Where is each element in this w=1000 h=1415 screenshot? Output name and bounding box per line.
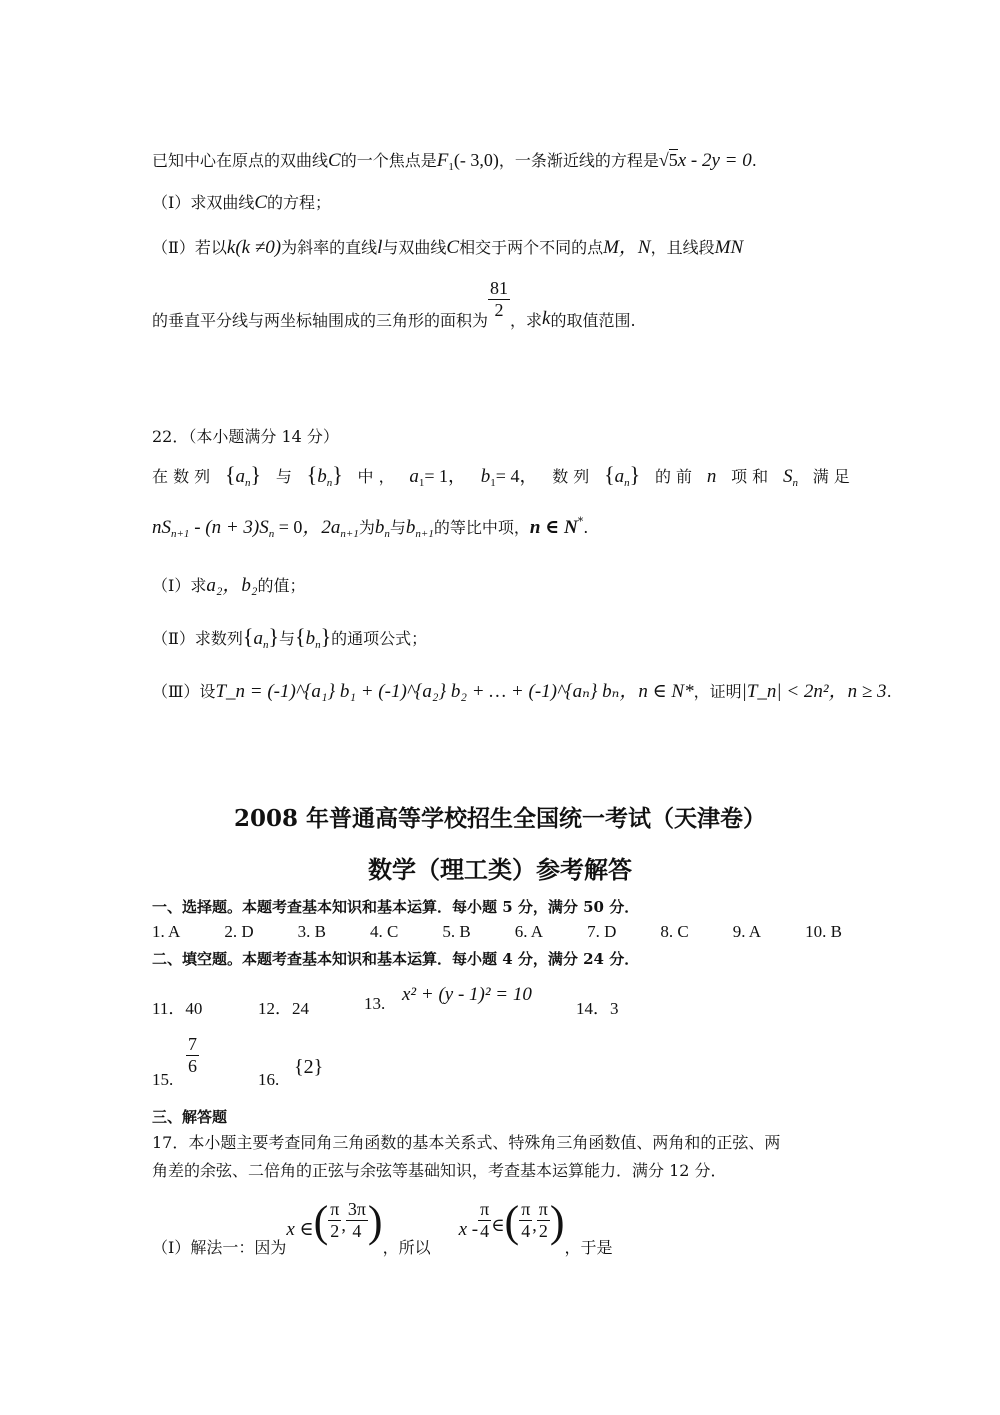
segment-MN: MN	[714, 237, 744, 258]
var-a: a	[235, 466, 246, 487]
choice-4: 4. C	[370, 922, 399, 941]
choice-9: 9. A	[732, 922, 762, 941]
p22-l2-e: 的等比中项，	[433, 518, 530, 537]
choice-5: 5. B	[442, 922, 471, 941]
comma: ,	[341, 1214, 346, 1235]
p21-part2-mid2: 与双曲线	[382, 238, 447, 257]
Tn-definition: T_n = (-1)^{a₁} b₁ + (-1)^{a₂} b₂ + … + (-1)^{aₙ} bₙ，n ∈ N*	[215, 681, 694, 702]
nS-expr: nS	[152, 517, 171, 538]
var-C: C	[328, 150, 341, 171]
p21-focus-text: 的一个焦点是	[340, 151, 437, 170]
p22-l1-e: 的 前	[654, 467, 693, 486]
problem22-part2: （Ⅱ）求数列$\{a_n\}$与$\{b_n\}$的通项公式；	[152, 624, 428, 651]
choice-answers	[152, 922, 842, 942]
choice-2: 2. D	[224, 922, 254, 941]
p21-part2-line2a: 的垂直平分线与两坐标轴围成的三角形的面积为	[152, 311, 489, 330]
seq-an-2: $\{a_n\}$	[604, 462, 641, 489]
x-minus: x -	[458, 1218, 479, 1240]
p17-sol-a: （Ⅰ）解法一：因为	[152, 1237, 287, 1257]
p21-part2-mid4: ，且线段	[650, 238, 715, 257]
fraction-81-over-2	[488, 278, 510, 321]
pi: π	[480, 1198, 490, 1219]
two: 2	[537, 1220, 550, 1242]
p17-line2: 角差的余弦、二倍角的正弦与余弦等基础知识，考查基本运算能力．满分 12 分．	[152, 1161, 727, 1180]
problem22-part1	[152, 570, 306, 597]
a2-b2: a₂，b₂	[206, 575, 258, 596]
p22-part2-mid: 与	[279, 629, 296, 648]
sqrt-symbol: √	[658, 150, 669, 170]
pi: π	[538, 1198, 548, 1219]
p22-part2-label: （Ⅱ）求数列	[152, 629, 243, 648]
section2-heading: 二、填空题。本题考查基本知识和基本运算．每小题 4 分，满分 24 分．	[152, 950, 640, 968]
p21-part2-mid1: 为斜率的直线	[281, 238, 378, 257]
Sn: $S_n$	[782, 466, 798, 489]
seq-an: $\{a_n\}$	[224, 462, 262, 489]
minus-n3-S: - (n + 3)S	[189, 517, 269, 538]
var-n: n	[706, 466, 717, 487]
problem22-header	[152, 424, 339, 447]
p21-part2-mid3: 相交于两个不同的点	[459, 238, 604, 257]
fill-14: 14．3	[576, 999, 619, 1018]
p22-part3-label: （Ⅲ）设	[152, 682, 216, 701]
problem22-part3: （Ⅲ）设T_n = (-1)^{a₁} b₁ + (-1)^{a₂} b₂ + … + (-1)^{aₙ} bₙ，n ∈ N*，证明|T_n| < 2n²，n ≥ 3.	[152, 681, 892, 702]
four: 4	[519, 1220, 532, 1242]
p21-part1-end: 的方程；	[267, 193, 332, 212]
p22-l2-c: 为	[358, 518, 375, 537]
p22-l1-g: 满 足	[812, 467, 850, 486]
p17-sol-c: ，于是	[564, 1237, 613, 1257]
fill-11: 11．40	[152, 999, 203, 1018]
frac-pi-4b	[519, 1199, 532, 1242]
var-k: k	[542, 308, 551, 329]
F1-coords: (- 3,0)	[453, 150, 499, 170]
var-C: C	[254, 192, 268, 213]
pi: π	[521, 1198, 531, 1219]
a1-eq: $a_1= 1$，	[409, 466, 467, 489]
choice-1: 1. A	[152, 922, 181, 941]
p17-line1: 17．本小题主要考查同角三角函数的基本关系式、特殊角三角函数值、两角和的正弦、两	[152, 1133, 781, 1152]
comma: ,	[532, 1214, 537, 1235]
in-symbol: ∈	[491, 1214, 505, 1235]
k-expression: k(k ≠0)	[226, 237, 282, 258]
choice-8: 8. C	[660, 922, 689, 941]
two: 2	[328, 1220, 341, 1242]
b1-value: = 4，	[495, 466, 538, 486]
p21-intro-text: 已知中心在原点的双曲线	[152, 151, 329, 170]
frac-denominator: 2	[488, 299, 510, 321]
p22-part3-prove: ，证明	[693, 682, 742, 701]
2a-expr: ，2a	[302, 517, 341, 538]
section1-heading: 一、选择题。本题考查基本知识和基本运算．每小题 5 分，满分 50 分．	[152, 898, 640, 916]
eq-zero: = 0	[274, 517, 303, 537]
sub-n: n	[268, 528, 275, 540]
var-F1: F	[436, 150, 449, 171]
p22-l2-d: 与	[389, 518, 406, 537]
fill-12: 12．24	[258, 999, 309, 1018]
choice-10: 10. B	[805, 922, 842, 941]
frac-pi-2b	[537, 1199, 550, 1242]
frac-pi-4	[478, 1199, 491, 1242]
period: .	[751, 151, 757, 170]
p21-asym-text: ，一条渐近线的方程是	[498, 151, 659, 170]
p22-part2-end: 的通项公式；	[331, 629, 428, 648]
p22-l1-a: 在 数 列	[152, 467, 211, 486]
p21-part2-line2c: 的取值范围.	[550, 311, 636, 330]
choice-6: 6. A	[514, 922, 544, 941]
p22-header-text: 22．（本小题满分 14 分）	[152, 427, 339, 446]
asymptote-equation: x - 2y = 0	[677, 150, 752, 171]
p22-part1-end: 的值；	[257, 576, 306, 595]
four: 4	[478, 1220, 491, 1242]
sub-n-plus-1: n+1	[340, 528, 359, 540]
sub-n-plus-1: n+1	[171, 528, 190, 540]
three-pi: 3π	[347, 1198, 366, 1219]
frac-numerator: 7	[188, 1034, 197, 1054]
fill-16-label: 16.	[258, 1070, 280, 1089]
frac-numerator: 81	[490, 278, 509, 298]
p21-part2-label: （Ⅱ）若以	[152, 238, 227, 257]
sqrt-radicand: 5	[668, 150, 678, 170]
frac-denominator: 6	[188, 1056, 197, 1076]
p22-l1-c: 中 ，	[357, 467, 395, 486]
p21-part2-line2b: ，求	[510, 311, 543, 330]
sub-n: n	[326, 477, 333, 489]
a1-value: = 1，	[424, 466, 467, 486]
p17-sol-b: ，所以	[382, 1237, 431, 1257]
answers-title: 2008 年普通高等学校招生全国统一考试（天津卷）	[233, 805, 767, 832]
problem21-part2-line1	[152, 232, 743, 259]
F1-subscript: 1	[448, 161, 454, 173]
pi: π	[330, 1198, 340, 1219]
x-in: x ∈	[286, 1218, 314, 1240]
problem22-line2: $nS_{n+1} - (n + 3)S_n = 0$，$2a_{n+1}$为$b_n$与$b_{n+1}$的等比中项，n ∈ N*.	[152, 515, 589, 540]
var-C: C	[446, 237, 460, 258]
p22-part1-label: （Ⅰ）求	[152, 576, 207, 595]
p17-solution-line: （Ⅰ）解法一：因为x ∈( $\frac{\pi}{2}$ , $\frac{3\pi}{4}$ )，所以x - $\frac{\pi}{4}$ ∈( $\frac{\pi}{4}$ , $\frac{\pi}{2}$ )，于是	[152, 1197, 613, 1257]
fill-15-label: 15.	[152, 1070, 174, 1089]
choice-7: 7. D	[587, 922, 617, 941]
problem21-stem	[152, 148, 757, 173]
p21-part1-label: （Ⅰ）求双曲线	[152, 193, 255, 212]
var-l: l	[377, 237, 383, 258]
b1-eq: $b_1= 4$，	[480, 466, 538, 489]
section3-heading: 三、解答题	[152, 1108, 228, 1126]
fill-13-label: 13.	[364, 994, 386, 1013]
var-b: b	[317, 466, 327, 487]
fill-13-expr: x² + (y - 1)² = 10	[402, 984, 532, 1005]
problem21-part2-line2	[152, 276, 636, 330]
frac-3pi-4	[346, 1199, 368, 1242]
seq-bn: $\{b_n\}$	[306, 462, 343, 489]
answers-subtitle: 数学（理工类）参考解答	[368, 855, 632, 884]
problem21-part1	[152, 190, 331, 214]
choice-3: 3. B	[297, 922, 326, 941]
Tn-inequality: |T_n| < 2n²，n ≥ 3	[741, 681, 887, 702]
n-in-N: n ∈ N	[529, 517, 578, 538]
frac-pi-2	[328, 1199, 341, 1242]
points-MN: M，N	[603, 237, 651, 258]
p22-l1-b: 与	[275, 467, 292, 486]
fill-15-fraction	[186, 1034, 199, 1077]
var-S: S	[782, 466, 793, 487]
sub-n: n	[245, 477, 251, 489]
problem22-line1	[152, 462, 850, 489]
fill-16-value: {2}	[294, 1056, 324, 1078]
four: 4	[346, 1220, 368, 1242]
p22-l1-f: 项 和	[731, 467, 769, 486]
star: *	[577, 515, 584, 528]
p22-l1-d: 数 列	[552, 467, 590, 486]
